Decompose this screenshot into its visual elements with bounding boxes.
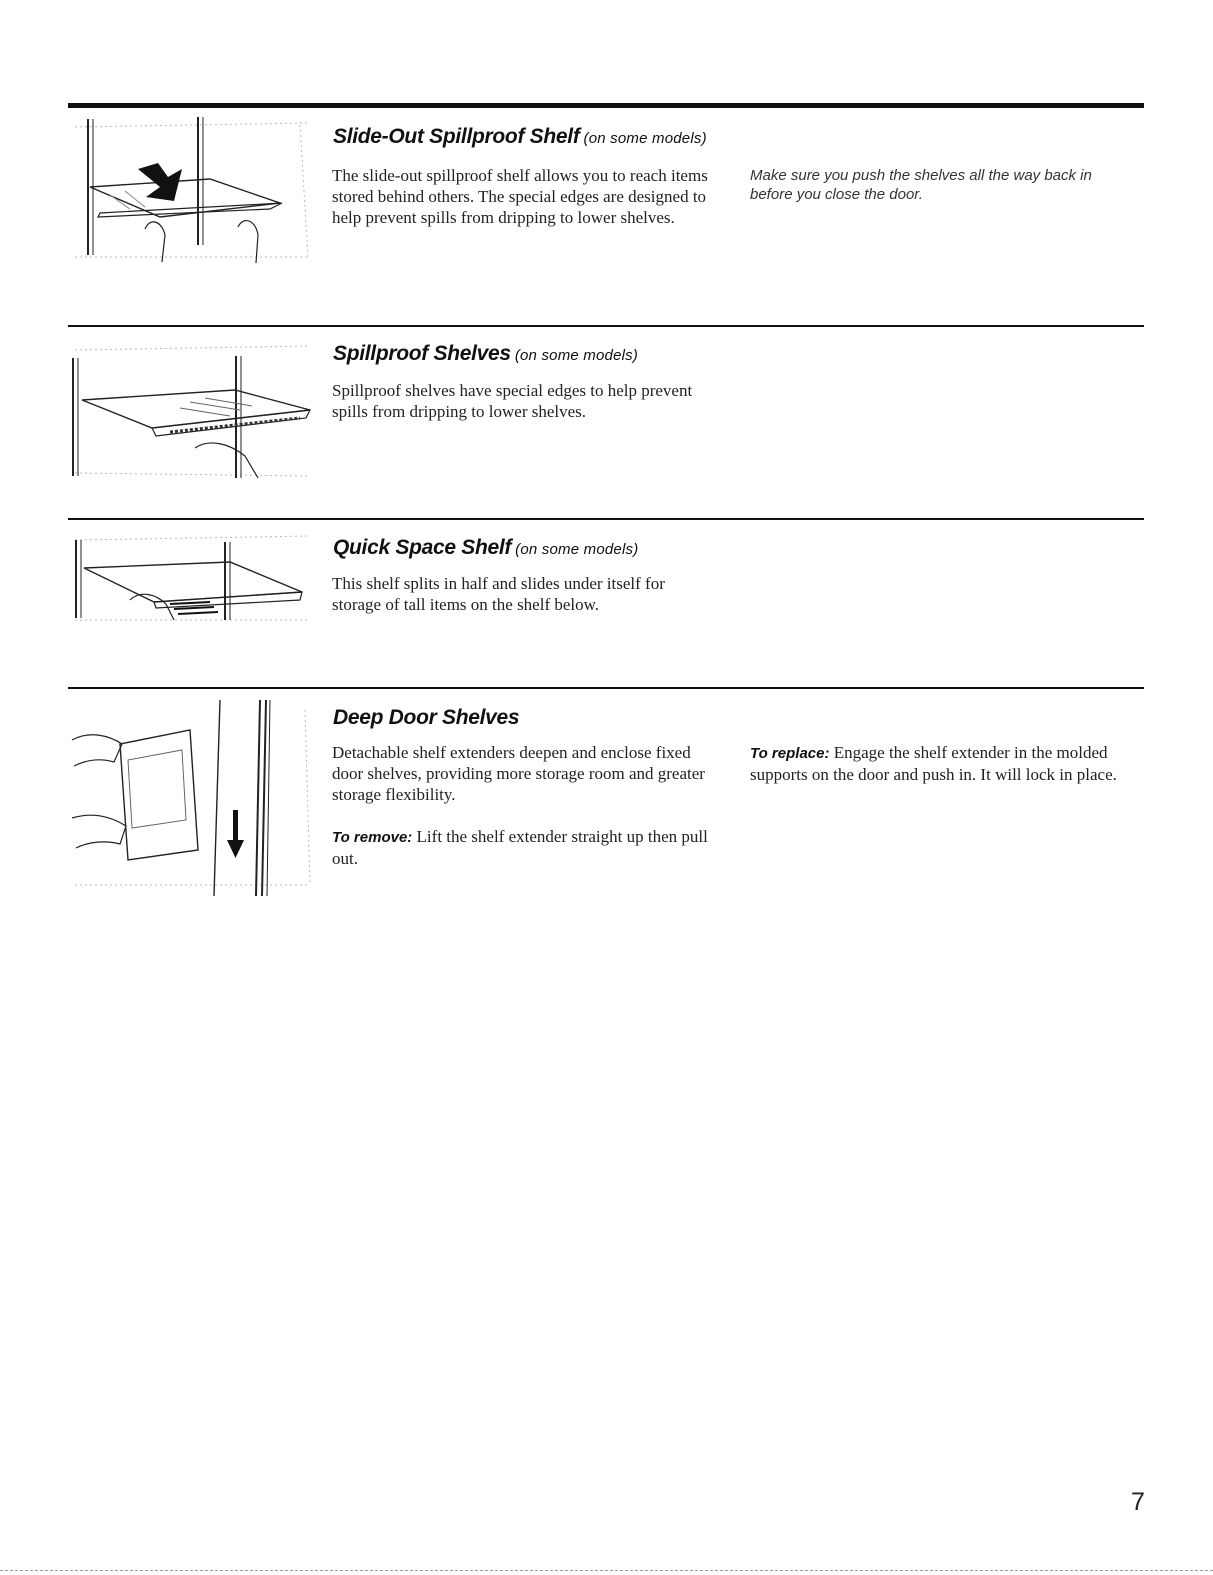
section-qualifier: (on some models) <box>583 130 707 147</box>
section-divider <box>68 325 1144 327</box>
top-rule <box>68 103 1144 108</box>
replace-text: Engage the shelf extender in the molded supports on the door and push in. It will lock in place. <box>750 743 1117 784</box>
section-divider <box>68 687 1144 689</box>
section-title: Slide-Out Spillproof Shelf (on some models) <box>333 125 707 148</box>
section-body: Spillproof shelves have special edges to help prevent spills from dripping to lower shelves. <box>332 381 693 421</box>
section-qualifier: (on some models) <box>514 347 639 364</box>
section-title: Deep Door Shelves <box>333 706 520 729</box>
section-body: This shelf splits in half and slides under itself for storage of tall items on the shelf below. <box>332 574 665 614</box>
page-bottom-edge <box>0 1570 1213 1572</box>
deep-door-shelves-illustration <box>70 700 315 900</box>
replace-instruction <box>750 742 1135 785</box>
section-title: Spillproof Shelves (on some models) <box>333 342 639 365</box>
section-body: Detachable shelf extenders deepen and enclose fixed door shelves, providing more storage room and greater storage flexibility. <box>332 743 705 804</box>
replace-label: To replace: <box>750 745 830 762</box>
section-note: Make sure you push the shelves all the way back in before you close the door. <box>750 167 1092 203</box>
remove-instruction <box>332 826 717 869</box>
section-qualifier: (on some models) <box>515 541 639 558</box>
quick-space-shelf-illustration <box>70 530 315 625</box>
remove-label: To remove: <box>332 829 413 846</box>
section-body: The slide-out spillproof shelf allows you to reach items stored behind others. The special edges are designed to help prevent spills from dripping to lower shelves. <box>332 166 708 227</box>
spillproof-shelves-illustration <box>70 338 315 486</box>
slide-out-shelf-illustration <box>70 117 315 267</box>
section-divider <box>68 518 1144 520</box>
section-title: Quick Space Shelf (on some models) <box>333 536 639 559</box>
page-number: 7 <box>1131 1488 1145 1516</box>
remove-text: Lift the shelf extender straight up then pull out. <box>332 827 708 868</box>
